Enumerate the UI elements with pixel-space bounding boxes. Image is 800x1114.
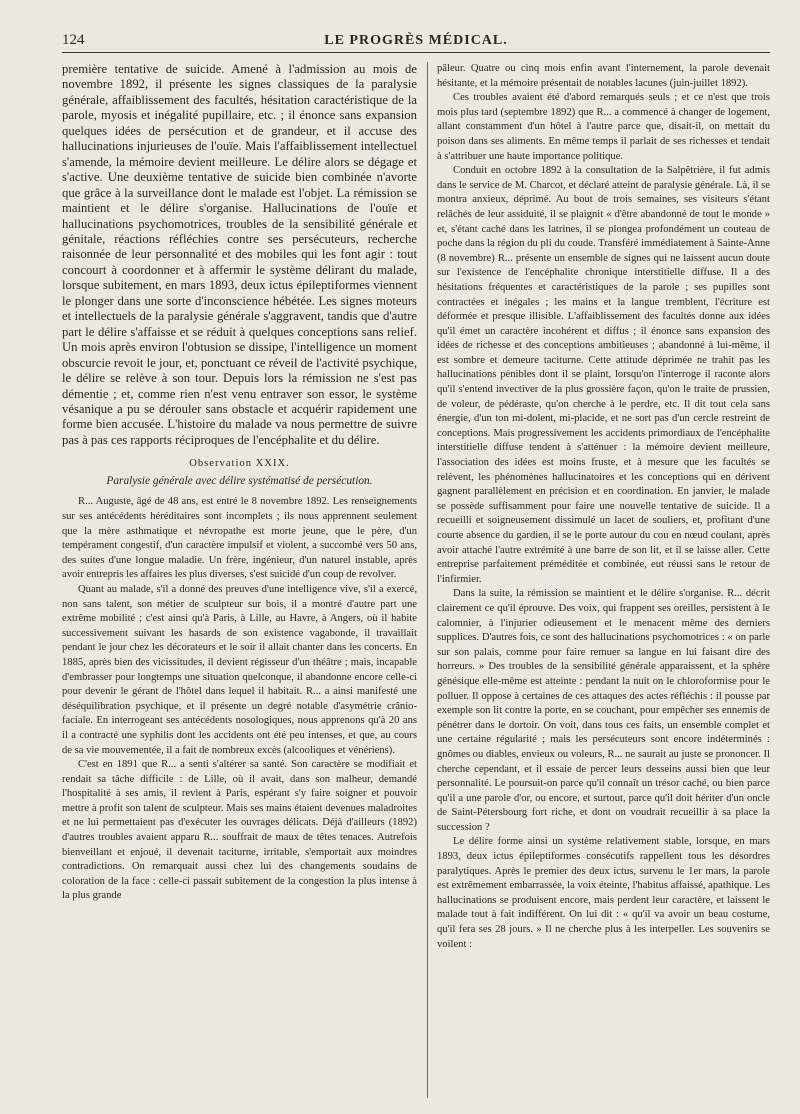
paragraph: Conduit en octobre 1892 à la consultation de la Salpêtrière, il fut admis dans le service de M. Charcot, et déclaré atteint de paralysie générale. Là, il se montra anxieux, déprimé. Au bout de trois semaines, ses visiteurs s'étant relâchés de leur assiduité, il se plaignit « d'être abandonné de tout le monde » et, s'étant caché dans les latrines, il se plongea profondément un couteau de poche dans la région du pli du coude. Transféré immédiatement à Sainte-Anne (8 novembre) R... présente un ensemble de signes qui ne laissent aucun doute sur l'existence de l'encéphalite chronique interstitielle diffuse. Il a des hésitations fréquentes et caractéristiques de la parole ; ses pupilles sont contractées et inégales ; les mains et la langue tremblent, l'écriture est déformée et presque illisible. L'affaiblissement des facultés donne aux idées qu'il émet un caractère incohérent et diffus ; il énonce sans expansion des idées de richesse et des conceptions ambitieuses ; abandonné à lui-même, il est sombre et demeure taciturne. Cette attitude déprimée ne trahit pas les hallucinations pénibles dont il se plaint, lorsqu'on l'interroge il raconte alors qu'il s'entend invectiver de la plus grossière façon, qu'on le traite de prussien, de voleur, de pédéraste, qu'on cherche à le perdre, etc. Il dit tout cela sans énergie, d'un ton mi-dolent, mi-placide, et ne sort pas d'un cercle restreint de conceptions. Mais progressivement les accidents primordiaux de l'encéphalite interstitielle diffuse tendent à s'atténuer : la mémoire devient meilleure, l'association des idées est moins fruste, et à mesure que les facultés se relèvent, les phénomènes hallucinatoires et les conceptions qui en dérivent gagnent parallèlement en précision et en coordination. En janvier, le malade se possède suffisamment pour faire une nouvelle tentative de suicide. Il a recueilli et soigneusement dissimulé un lacet de souliers, et, profitant d'une courte absence du gardien, il se le porte autour du cou en nœud coulant, après avoir attaché l'autre extrémité à une barre de son lit, et il se laisse aller. Cette entreprise parfaitement préméditée et combinée, eut réussi sans le retour de l'infirmier. <box>437 165 770 585</box>
paragraph: pâleur. Quatre ou cinq mois enfin avant l'internement, la parole devenait hésitante, et la mémoire présentait de notables lacunes (juin-juillet 1892). <box>437 63 770 89</box>
paragraph: R... Auguste, âgé de 48 ans, est entré le 8 novembre 1892. Les renseignements sur ses antécédents héréditaires sont incomplets ; ils nous apprennent seulement que la mère asthmatique et névropathe est morte jeune, que le père, d'un tempérament congestif, d'un caractère impulsif et violent, a succombé vers 50 ans, des suites d'une longue maladie. Un frère, ingénieur, d'un naturel instable, après avoir entrepris les affaires les plus diverses, s'est suicidé d'un coup de revolver. <box>62 496 417 581</box>
column-divider <box>427 62 428 1098</box>
observation-subtitle: Paralysie générale avec délire systématisé de persécution. <box>106 475 373 488</box>
observation-heading: Observation XXIX. <box>189 458 290 470</box>
page-header <box>62 30 770 53</box>
paragraph: Ces troubles avaient été d'abord remarqués seuls ; et ce n'est que trois mois plus tard (septembre 1892) que R... a commencé à changer de logement, allant constamment d'un hôtel à l'autre parce que, disait-il, on mettait du poison dans ses aliments. En même temps il parlait de ses richesses et tendait à s'attribuer une haute importance politique. <box>437 92 770 162</box>
page-number: 124 <box>62 32 85 48</box>
left-column <box>62 62 417 904</box>
paragraph: Le délire forme ainsi un système relativement stable, lorsque, en mars 1893, deux ictus épileptiformes consécutifs rappellent tous les désordres paralytiques. Après le premier des deux ictus, survenu le 1er mars, la parole est extrêmement embarrassée, la voix éteinte, l'habitus affaissé, apathique. Les hallucinations se produisent encore, mais perdent leur caractère, et laissent le malade tout à fait indifférent. On lui dit : « qu'il va avoir un beau costume, qu'il fera ses 28 jours. » Il ne cherche plus à les interpeller. Les souvenirs se voilent : <box>437 836 770 950</box>
paragraph: Quant au malade, s'il a donné des preuves d'une intelligence vive, s'il a exercé, non sans talent, son métier de sculpteur sur bois, il a montré d'autre part une extrême mobilité ; c'est ainsi qu'à Paris, à Lille, au Havre, à Angers, où il habite successivement suivant les hasards de son existence vagabonde, il travaillait pendant le jour chez les décorateurs et le soir il allait chanter dans les concerts. En 1885, après bien des vicissitudes, il devient régisseur d'un théâtre ; mais, incapable d'embrasser pour longtemps une situation quelconque, il abandonne encore celle-ci pour devenir le gérant de l'hôtel dans lequel il habitait. R... a ainsi manifesté une déséquilibration psychique, et il présente un degré notable d'asymétrie crânio-faciale. En interrogeant ses antécédents nosologiques, nous apprenons qu'à 20 ans il a contracté une syphilis dont les accidents ont été peu intenses, et que, au cours de sa vie mouvementée, il a fait de nombreux excès (alcooliques et vénériens). <box>62 583 417 756</box>
paragraph: Dans la suite, la rémission se maintient et le délire s'organise. R... décrit clairement ce qu'il éprouve. Des voix, qui frappent ses oreilles, persistent à le calomnier, à l'injurier odieusement et le menacent même des derniers supplices. D'autres fois, ce sont des hallucinations psychomotrices : « on parle sur son palais, comme pour faire remuer sa langue en lui faisant dire des horreurs. » Des troubles de la sensibilité générale apparaissent, et la sphère génésique elle-même est atteinte : pendant la nuit on le chloroformise pour le polluer. Il oppose à certaines de ces attaques des actes réfléchis : il pousse par exemple son lit contre la porte, en se couchant, pour empêcher ses ennemis de pénétrer dans le dortoir. On voit, dans tous ces faits, un ensemble complet et une certaine régularité ; mais les persécuteurs sont encore indéterminés : gnômes ou diables, envieux ou voleurs, R... ne saurait au juste se prononcer. Il cherche cependant, et il essaie de percer leurs desseins aussi bien que leur personnalité. Le poursuit-on parce qu'il connaît un trésor caché, ou bien parce qu'il a une parole d'or, ou encore, et surtout, parce qu'il doit hériter d'un oncle de Saint-Pétersbourg fort riche, et dont on voudrait recueillir à sa place la succession ? <box>437 588 770 833</box>
paragraph: C'est en 1891 que R... a senti s'altérer sa santé. Son caractère se modifiait et rendait sa tâche difficile : de Lille, où il avait, dans son malheur, demandé l'hospitalité à ses amis, il revient à Paris, espérant s'y faire soigner et pouvoir mettre à profit son talent de sculpteur. Mais ses mains étaient devenues maladroites et ne lui permettaient pas d'exécuter les ouvrages délicats. Déjà d'ailleurs (1892) d'autres troubles avaient apparu R... souffrait de maux de têtes tenaces. Autrefois bienveillant et enjoué, il devenait taciturne, irritable, s'emportait aux moindres contradictions. On remarquait aussi chez lui des changements soudains de coloration de la face : celle-ci passait subitement de la congestion la plus intense à la plus grande <box>62 759 417 902</box>
right-column <box>437 62 770 952</box>
paragraph: première tentative de suicide. Amené à l'admission au mois de novembre 1892, il présente les signes classiques de la paralysie générale, affaiblissement des facultés, hésitation caractéristique de la parole, myosis et inégalité pupillaire, etc. ; il énonce sans expansion quelques idées de persécution et de grandeur, et il accuse des hallucinations injurieuses de l'ouïe. Mais l'affaiblissement intellectuel s'amende, la mémoire devient meilleure. Le délire alors se dégage et s'active. Une deuxième tentative de suicide bien combinée n'avorte que grâce à la surveillance dont le malade est l'objet. La rémission se maintient et le délire s'organise. Hallucinations de l'ouïe et hallucinations psychomotrices, troubles de la sensibilité générale et génitale, réactions réfléchies contre ses persécuteurs, recherche raisonnée de leur personnalité et des mobiles qui les font agir : tout concourt à coordonner et à affermir le système délirant du malade, lorsque subitement, en mars 1893, deux ictus épileptiformes viennent le plonger dans une sorte d'inconscience hébétée. Les signes moteurs et intellectuels de la paralysie générale s'aggravent, tandis que d'autre part le délire s'affaisse et se réduit à quelques conceptions sans relief. Un mois après environ l'obtusion se dissipe, l'intelligence un moment obscurcie revoit le jour, et, ponctuant ce réveil de l'activité psychique, le délire se relève à son tour. Depuis lors la rémission ne s'est pas démentie ; et, comme rien n'est venu entraver son essor, le système vésanique a pu se dérouler sans obstacle et acquérir rapidement une forme bien accusée. L'histoire du malade va nous permettre de suivre pas à pas ces rapports réciproques de l'encéphalite et du délire. <box>62 62 417 447</box>
running-title: LE PROGRÈS MÉDICAL. <box>324 33 508 48</box>
